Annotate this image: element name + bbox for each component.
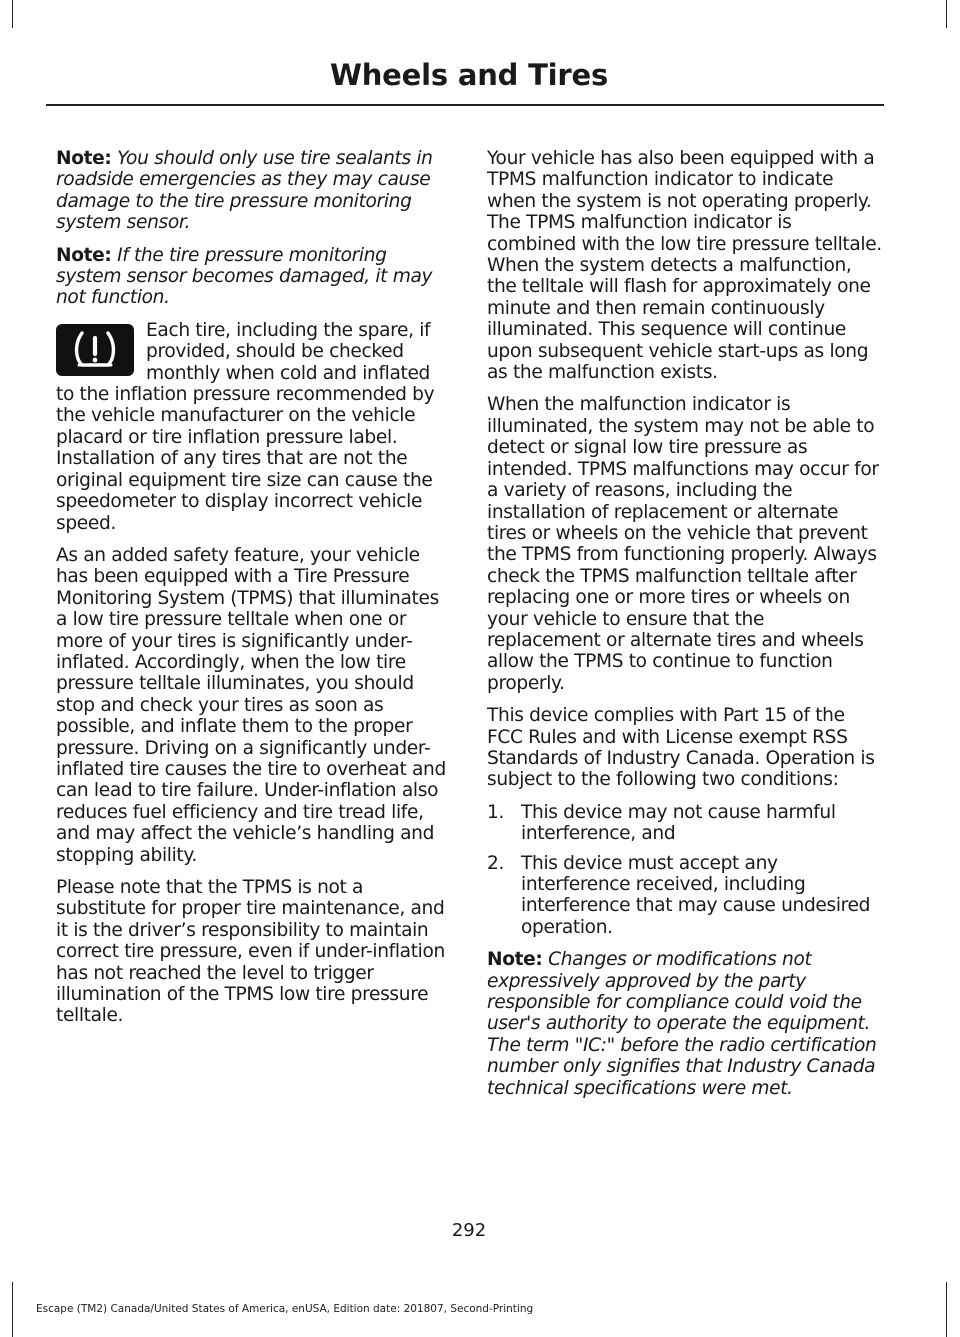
body-paragraph: Your vehicle has also been equipped with a TPMS malfunction indicator to indicate when the system is not operating properly. The TPMS malfunction indicator is combined with the low tire pressure telltale. When the system detects a malfunction, the telltale will flash for approximately one minute and then remain continuously illuminated. This sequence will continue upon subsequent vehicle start-ups as long as the malfunction exists. xyxy=(487,148,882,384)
list-item-text: This device may not cause harmful interference, and xyxy=(521,801,836,845)
crop-mark xyxy=(12,0,13,28)
body-paragraph: This device complies with Part 15 of the FCC Rules and with License exempt RSS Standards of Industry Canada. Operation is subject to the following two conditions: xyxy=(487,705,875,791)
note-paragraph xyxy=(56,245,448,309)
paragraph-text: Each tire, including the spare, if provided, should be checked monthly when cold and inflated to the inflation pressure recommended by the vehicle manufacturer on the vehicle placard or tire inflation pressure label. Installation of any tires that are not the original equipment tire size can cause the speedometer to display incorrect vehicle speed. xyxy=(56,319,435,534)
body-paragraph: When the malfunction indicator is illuminated, the system may not be able to detect or signal low tire pressure as intended. TPMS malfunctions may occur for a variety of reasons, including the installation of replacement or alternate tires or wheels on the vehicle that prevent the TPMS from functioning properly. Always check the TPMS malfunction telltale after replacing one or more tires or wheels on your vehicle to ensure that the replacement or alternate tires and wheels allow the TPMS to continue to function properly. xyxy=(487,394,879,694)
note-text: If the tire pressure monitoring system sensor becomes damaged, it may not function. xyxy=(56,244,433,309)
right-column xyxy=(487,148,882,1110)
page-number: 292 xyxy=(451,1220,487,1241)
left-column xyxy=(56,148,448,1038)
page-title: Wheels and Tires xyxy=(329,58,609,92)
body-paragraph: Please note that the TPMS is not a substitute for proper tire maintenance, and it is the driver’s responsibility to maintain correct tire pressure, even if under-inflation has not reached the level to trigger illumination of the TPMS low tire pressure telltale. xyxy=(56,877,445,1027)
crop-mark xyxy=(946,1282,947,1337)
tire-pressure-warning-icon xyxy=(56,324,134,376)
note-paragraph xyxy=(487,949,882,1099)
crop-mark xyxy=(946,0,947,28)
list-item-text: This device must accept any interference received, including interference that may cause undesired operation. xyxy=(521,852,871,938)
note-label: Note: xyxy=(56,148,112,169)
note-label: Note: xyxy=(487,949,543,971)
list-item xyxy=(487,853,882,939)
note-paragraph xyxy=(56,148,448,234)
list-item-number: 1. xyxy=(487,801,505,823)
note-label: Note: xyxy=(56,244,112,266)
crop-mark xyxy=(12,1282,13,1337)
note-text: Changes or modifications not expressively approved by the party responsible for compliance could void the user's authority to operate the equipment. The term "IC:" before the radio certification number only signifies that Industry Canada technical specifications were met. xyxy=(487,949,877,1099)
list-item-number: 2. xyxy=(487,852,505,874)
body-paragraph: As an added safety feature, your vehicle has been equipped with a Tire Pressure Monitoring System (TPMS) that illuminates a low tire pressure telltale when one or more of your tires is significantly under-inflated. Accordingly, when the low tire pressure telltale illuminates, you should stop and check your tires as soon as possible, and inflate them to the proper pressure. Driving on a significantly under-inflated tire causes the tire to overheat and can lead to tire failure. Under-inflation also reduces fuel efficiency and tire tread life, and may affect the vehicle’s handling and stopping ability. xyxy=(56,544,446,866)
body-paragraph xyxy=(56,320,448,534)
list-item xyxy=(487,802,882,845)
conditions-list xyxy=(487,802,882,938)
footer-text: Escape (TM2) Canada/United States of America, enUSA, Edition date: 201807, Second-Printing xyxy=(36,1303,534,1315)
note-text: You should only use tire sealants in roadside emergencies as they may cause damage to the tire pressure monitoring system sensor. xyxy=(56,148,433,234)
header-divider xyxy=(46,104,884,106)
